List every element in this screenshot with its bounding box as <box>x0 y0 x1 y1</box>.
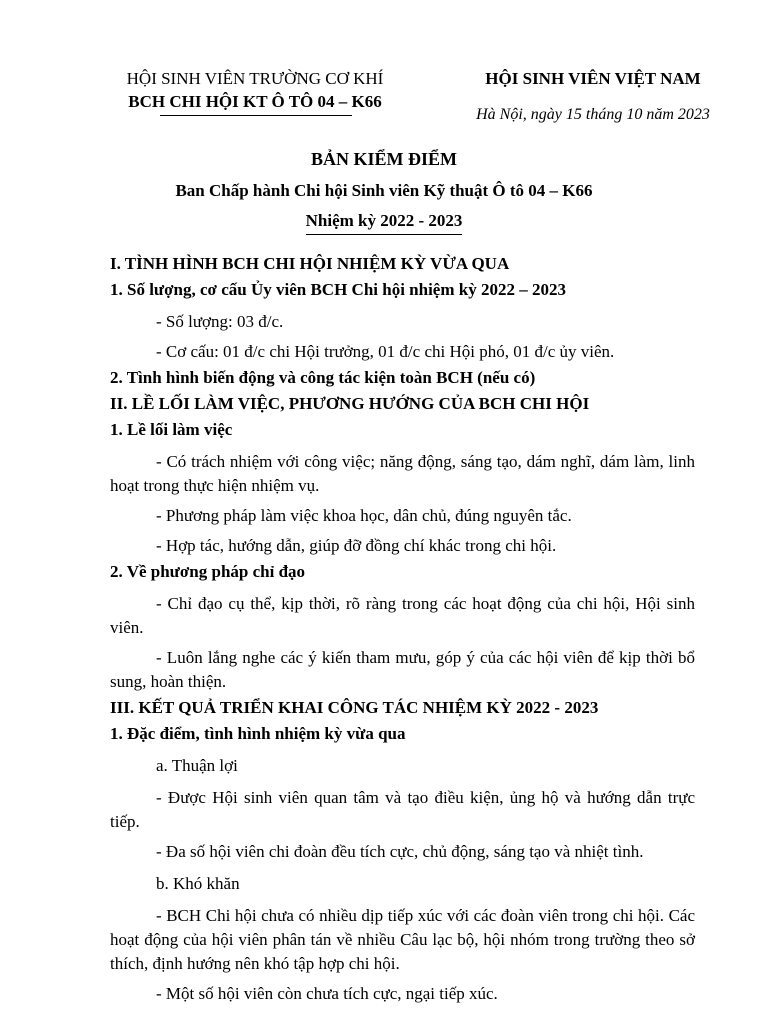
subheading-advantages: a. Thuận lợi <box>156 756 238 775</box>
national-organization-name: HỘI SINH VIÊN VIỆT NAM <box>485 69 701 88</box>
paragraph: - Một số hội viên còn chưa tích cực, ngại tiếp xúc. <box>156 984 498 1003</box>
national-organization-block <box>448 67 738 126</box>
term-text: Nhiệm kỳ 2022 - 2023 <box>305 211 463 230</box>
place-date: Hà Nội, ngày 15 tháng 10 năm 2023 <box>476 106 710 123</box>
section-1-heading: I. TÌNH HÌNH BCH CHI HỘI NHIỆM KỲ VỪA QUA <box>110 254 510 273</box>
section-1-sub-1: 1. Số lượng, cơ cấu Ủy viên BCH Chi hội nhiệm kỳ 2022 – 2023 <box>110 280 566 299</box>
section-2-heading: II. LỀ LỐI LÀM VIỆC, PHƯƠNG HƯỚNG CỦA BCH CHI HỘI <box>110 394 590 413</box>
term-underline <box>306 234 463 235</box>
paragraph: - Cơ cấu: 01 đ/c chi Hội trưởng, 01 đ/c chi Hội phó, 01 đ/c ủy viên. <box>156 342 615 361</box>
header-underline <box>160 115 352 116</box>
paragraph: - Phương pháp làm việc khoa học, dân chủ, đúng nguyên tắc. <box>156 506 572 525</box>
section-3-heading: III. KẾT QUẢ TRIỂN KHAI CÔNG TÁC NHIỆM KỲ 2022 - 2023 <box>110 698 599 717</box>
paragraph: - BCH Chi hội chưa có nhiều dịp tiếp xúc với các đoàn viên trong chi hội. Các hoạt động của hội viên phân tán về nhiều Câu lạc bộ, hội nhóm trong trường theo sở thích, định hướng nên khó tập hợp chi hội. <box>110 906 695 973</box>
subheading-difficulties: b. Khó khăn <box>156 874 240 893</box>
document-title: BẢN KIỂM ĐIỂM <box>310 149 457 169</box>
document-term <box>306 209 463 233</box>
section-2-sub-1: 1. Lề lối làm việc <box>110 420 233 439</box>
section-3-sub-1: 1. Đặc điểm, tình hình nhiệm kỳ vừa qua <box>110 724 406 743</box>
issuing-organization-block <box>110 67 400 113</box>
document-subtitle: Ban Chấp hành Chi hội Sinh viên Kỹ thuật Ô tô 04 – K66 <box>175 181 593 200</box>
parent-organization-name: HỘI SINH VIÊN TRƯỜNG CƠ KHÍ <box>126 69 384 88</box>
paragraph: - Được Hội sinh viên quan tâm và tạo điều kiện, ủng hộ và hướng dẫn trực tiếp. <box>110 788 695 831</box>
paragraph: - Số lượng: 03 đ/c. <box>156 312 284 331</box>
paragraph: - Luôn lắng nghe các ý kiến tham mưu, góp ý của các hội viên để kịp thời bổ sung, hoàn thiện. <box>110 648 695 691</box>
document-body <box>110 250 695 1006</box>
paragraph: - Đa số hội viên chi đoàn đều tích cực, chủ động, sáng tạo và nhiệt tình. <box>156 842 644 861</box>
paragraph: - Chỉ đạo cụ thể, kịp thời, rõ ràng trong các hoạt động của chi hội, Hội sinh viên. <box>110 594 695 637</box>
section-2-sub-2: 2. Về phương pháp chỉ đạo <box>110 562 306 581</box>
paragraph: - Hợp tác, hướng dẫn, giúp đỡ đồng chí khác trong chi hội. <box>156 536 557 555</box>
title-block <box>0 147 768 233</box>
section-1-sub-2: 2. Tình hình biến động và công tác kiện toàn BCH (nếu có) <box>110 368 536 387</box>
paragraph: - Có trách nhiệm với công việc; năng động, sáng tạo, dám nghĩ, dám làm, linh hoạt trong thực hiện nhiệm vụ. <box>110 452 695 495</box>
branch-name: BCH CHI HỘI KT Ô TÔ 04 – K66 <box>128 92 382 111</box>
